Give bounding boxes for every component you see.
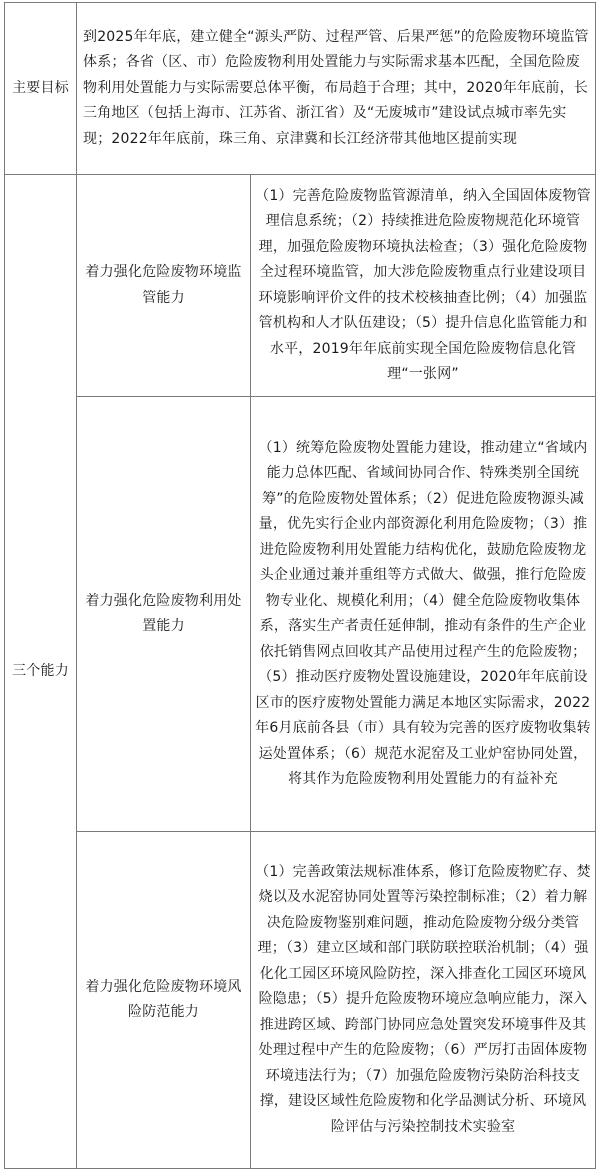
goal-label: 主要目标 <box>5 3 77 175</box>
goal-text: 到2025年年底，建立健全“源头严防、过程严管、后果严惩”的危险废物环境监管体系；各省（区、市）危险废物利用处置能力与实际需求基本匹配，全国危险废物利用处置能力与实际需要总体平衡，布局趋于合理；其中，2020年年底前，长三角地区（包括上海市、江苏省、浙江省）及“无废城市”建设试点城市率先实现；2022年年底前，珠三角、京津冀和长江经济带其他地区提前实现 <box>77 3 596 175</box>
ability-row-3 <box>5 832 596 1169</box>
ability-row-2 <box>5 397 596 832</box>
ability-title-3: 着力强化危险废物环境风险防范能力 <box>77 832 251 1169</box>
goal-row <box>5 3 596 175</box>
ability-row-1 <box>5 175 596 397</box>
ability-text-3: （1）完善政策法规标准体系，修订危险废物贮存、焚烧以及水泥窑协同处置等污染控制标准；（2）着力解决危险废物鉴别难问题，推动危险废物分级分类管理；（3）建立区域和部门联防联控联治机制；（4）强化化工园区环境风险防控，深入排查化工园区环境风险隐患；（5）提升危险废物环境应急响应能力，深入推进跨区域、跨部门协同应急处置突发环境事件及其处理过程中产生的危险废物；（6）严厉打击固体废物环境违法行为；（7）加强危险废物污染防治科技支撑，建设区域性危险废物和化学品测试分析、环境风险评估与污染控制技术实验室 <box>251 832 596 1169</box>
ability-text-2: （1）统筹危险废物处置能力建设，推动建立“省域内能力总体匹配、省域间协同合作、特殊类别全国统筹”的危险废物处置体系；（2）促进危险废物源头减量，优先实行企业内部资源化利用危险废物；（3）推进危险废物利用处置能力结构优化，鼓励危险废物龙头企业通过兼并重组等方式做大、做强，推行危险废物专业化、规模化利用；（4）健全危险废物收集体系，落实生产者责任延伸制，推动有条件的生产企业依托销售网点回收其产品使用过程产生的危险废物；（5）推动医疗废物处置设施建设，2020年年底前设区市的医疗废物处置能力满足本地区实际需求，2022年6月底前各县（市）具有较为完善的医疗废物收集转运处置体系；（6）规范水泥窑及工业炉窑协同处置，将其作为危险废物利用处置能力的有益补充 <box>251 397 596 832</box>
ability-text-1: （1）完善危险废物监管源清单，纳入全国固体废物管理信息系统；（2）持续推进危险废物规范化环境管理，加强危险废物环境执法检查；（3）强化危险废物全过程环境监管，加大涉危险废物重点行业建设项目环境影响评价文件的技术校核抽查比例；（4）加强监管机构和人才队伍建设；（5）提升信息化监管能力和水平，2019年年底前实现全国危险废物信息化管理“一张网” <box>251 175 596 397</box>
policy-table <box>4 2 596 1169</box>
ability-title-1: 着力强化危险废物环境监管能力 <box>77 175 251 397</box>
abilities-label: 三个能力 <box>5 175 77 1169</box>
ability-title-2: 着力强化危险废物利用处置能力 <box>77 397 251 832</box>
